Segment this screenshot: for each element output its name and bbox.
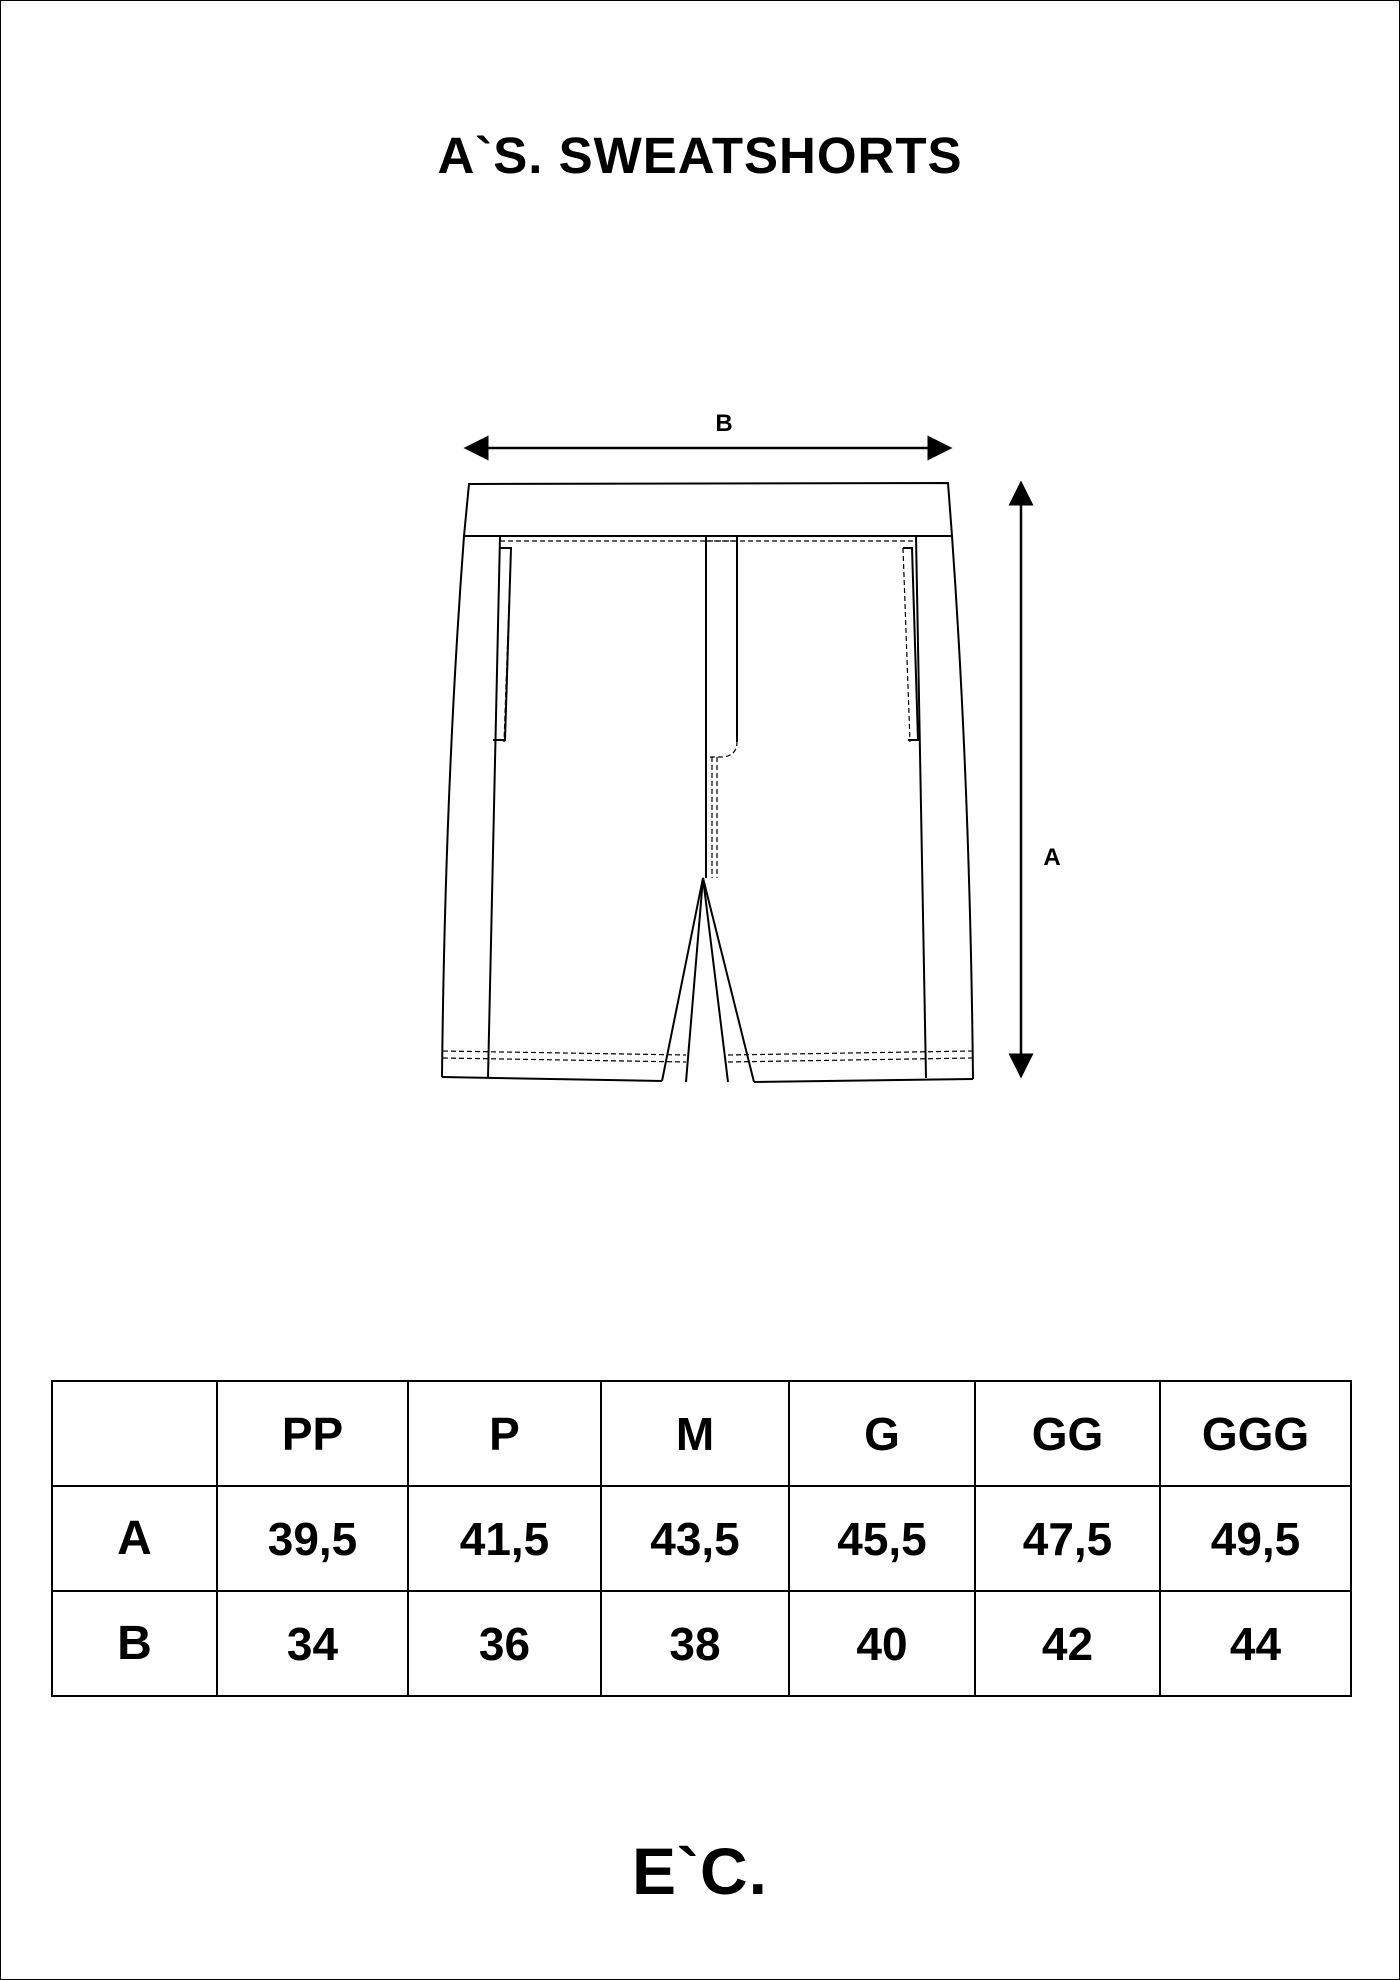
length-dimension bbox=[1021, 483, 1061, 1076]
right-hem bbox=[754, 1079, 973, 1082]
size-chart-table bbox=[51, 1380, 1352, 1697]
row-label-b: B bbox=[52, 1591, 217, 1696]
corner-cell bbox=[52, 1381, 217, 1486]
table-cell: 40 bbox=[789, 1591, 975, 1696]
table-cell: 44 bbox=[1160, 1591, 1351, 1696]
measurement-row-b bbox=[52, 1591, 1351, 1696]
table-cell: 38 bbox=[601, 1591, 789, 1696]
length-dimension-label: A bbox=[1043, 844, 1061, 871]
size-header-row bbox=[52, 1381, 1351, 1486]
width-dimension bbox=[466, 410, 950, 448]
measurement-row-a bbox=[52, 1486, 1351, 1591]
left-side-panel bbox=[488, 536, 500, 1078]
crotch-slit bbox=[662, 878, 754, 1082]
size-header-p: P bbox=[408, 1381, 601, 1486]
left-hem bbox=[442, 1077, 662, 1081]
table-cell: 41,5 bbox=[408, 1486, 601, 1591]
size-header-m: M bbox=[601, 1381, 789, 1486]
table-cell: 43,5 bbox=[601, 1486, 789, 1591]
shorts-outline bbox=[442, 483, 973, 1082]
table-cell: 34 bbox=[217, 1591, 408, 1696]
table-cell: 47,5 bbox=[975, 1486, 1160, 1591]
right-side-panel bbox=[916, 536, 926, 1078]
table-cell: 45,5 bbox=[789, 1486, 975, 1591]
table-cell: 39,5 bbox=[217, 1486, 408, 1591]
brand-logo: E`C. bbox=[632, 1834, 768, 1908]
right-side-seam bbox=[952, 536, 973, 1079]
right-pocket-opening bbox=[903, 548, 918, 740]
product-title: A`S. SWEATSHORTS bbox=[437, 127, 963, 184]
table-cell: 42 bbox=[975, 1591, 1160, 1696]
size-header-gg: GG bbox=[975, 1381, 1160, 1486]
size-header-g: G bbox=[789, 1381, 975, 1486]
left-side-seam bbox=[442, 536, 464, 1077]
width-dimension-label: B bbox=[715, 410, 733, 437]
row-label-a: A bbox=[52, 1486, 217, 1591]
waistband bbox=[464, 483, 952, 536]
table-cell: 36 bbox=[408, 1591, 601, 1696]
stitching bbox=[443, 541, 972, 1062]
size-header-ggg: GGG bbox=[1160, 1381, 1351, 1486]
size-header-pp: PP bbox=[217, 1381, 408, 1486]
table-cell: 49,5 bbox=[1160, 1486, 1351, 1591]
